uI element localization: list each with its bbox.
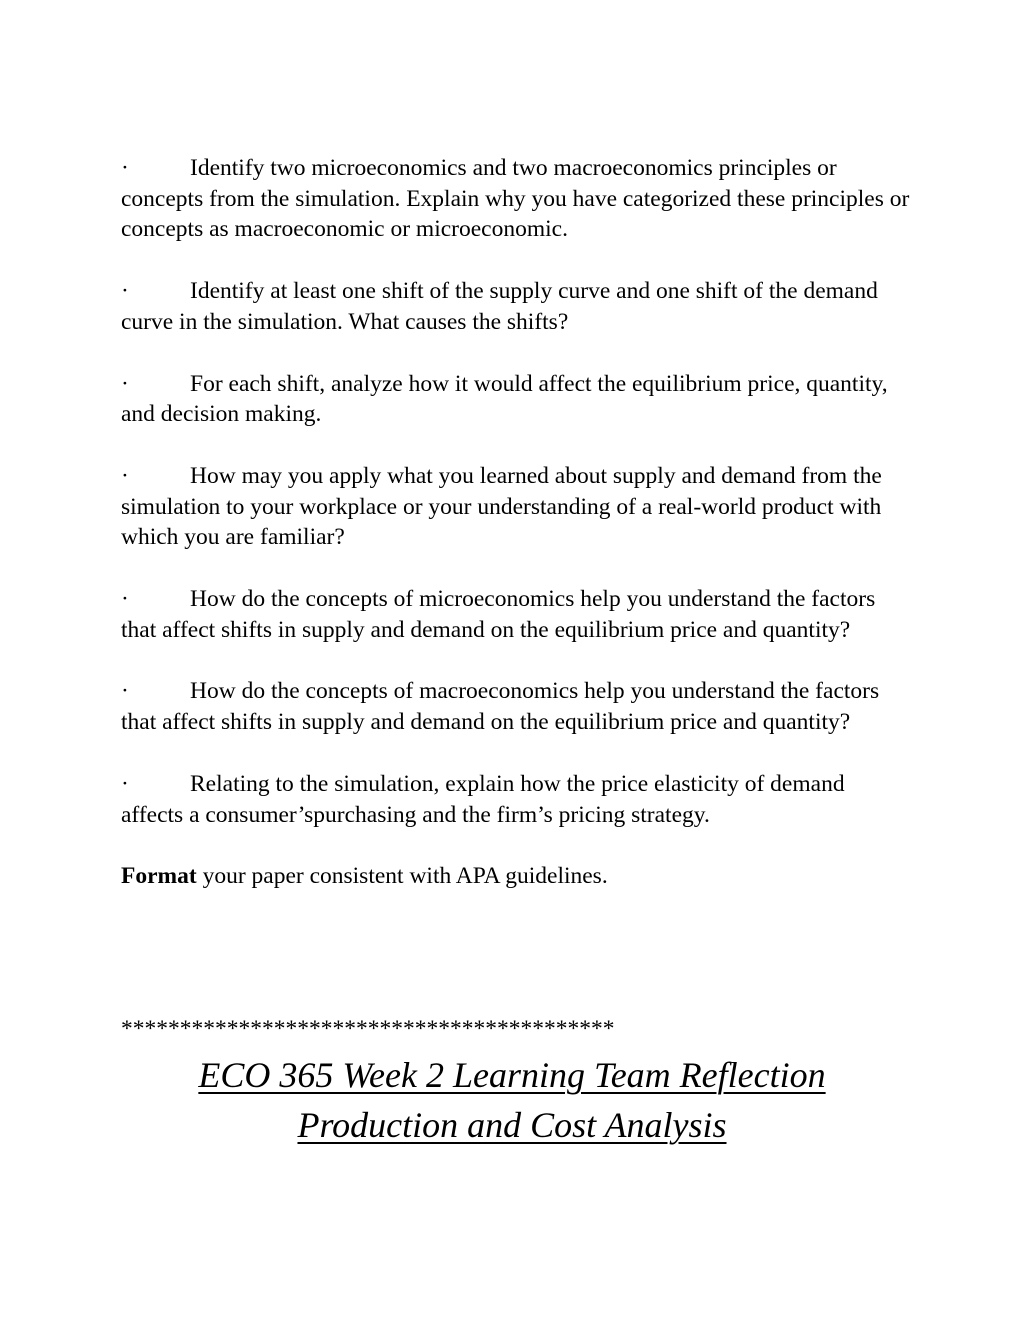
bullet-text: How may you apply what you learned about supply and demand from the simulation to your workplace or your understanding of a real-world product with which you are familiar? — [121, 462, 882, 551]
section-heading — [0, 1050, 1024, 1150]
bullet-item-5 — [121, 584, 911, 645]
bullet-item-2 — [121, 276, 911, 337]
bullet-text: How do the concepts of microeconomics help you understand the factors that affect shifts in supply and demand on the equilibrium price and quantity? — [121, 586, 876, 643]
bullet-dot: · — [121, 462, 129, 489]
bullet-item-1 — [121, 153, 911, 245]
bullet-text: Relating to the simulation, explain how the price elasticity of demand affects a consumer’spurchasing and the firm’s pricing strategy. — [121, 770, 845, 828]
separator-line: ****************************************** — [121, 1016, 615, 1042]
bullet-text: For each shift, analyze how it would affect the equilibrium price, quantity, and decision making. — [121, 370, 888, 428]
bullet-item-7 — [121, 769, 911, 830]
bullet-text: Identify two microeconomics and two macroeconomics principles or concepts from the simulation. Explain why you have categorized these principles or concepts as macroeconomic or microeconomic. — [121, 155, 910, 243]
heading-line-2: Production and Cost Analysis — [297, 1105, 727, 1145]
format-bold-label: Format — [121, 863, 197, 890]
document-body — [121, 153, 911, 892]
bullet-item-6 — [121, 676, 911, 737]
bullet-text: How do the concepts of macroeconomics help you understand the factors that affect shifts in supply and demand on the equilibrium price and quantity? — [121, 678, 880, 736]
bullet-dot: · — [121, 678, 129, 705]
bullet-dot: · — [121, 278, 129, 305]
format-text: your paper consistent with APA guidelines. — [196, 863, 608, 890]
heading-line-1: ECO 365 Week 2 Learning Team Reflection — [198, 1055, 826, 1095]
bullet-dot: · — [121, 770, 129, 797]
bullet-text: Identify at least one shift of the supply curve and one shift of the demand curve in the simulation. What causes the shifts? — [121, 278, 878, 335]
bullet-dot: · — [121, 370, 129, 397]
bullet-dot: · — [121, 155, 129, 181]
bullet-dot: · — [121, 586, 129, 613]
bullet-item-4 — [121, 461, 911, 553]
bullet-item-3 — [121, 369, 911, 430]
format-instruction — [121, 861, 911, 892]
